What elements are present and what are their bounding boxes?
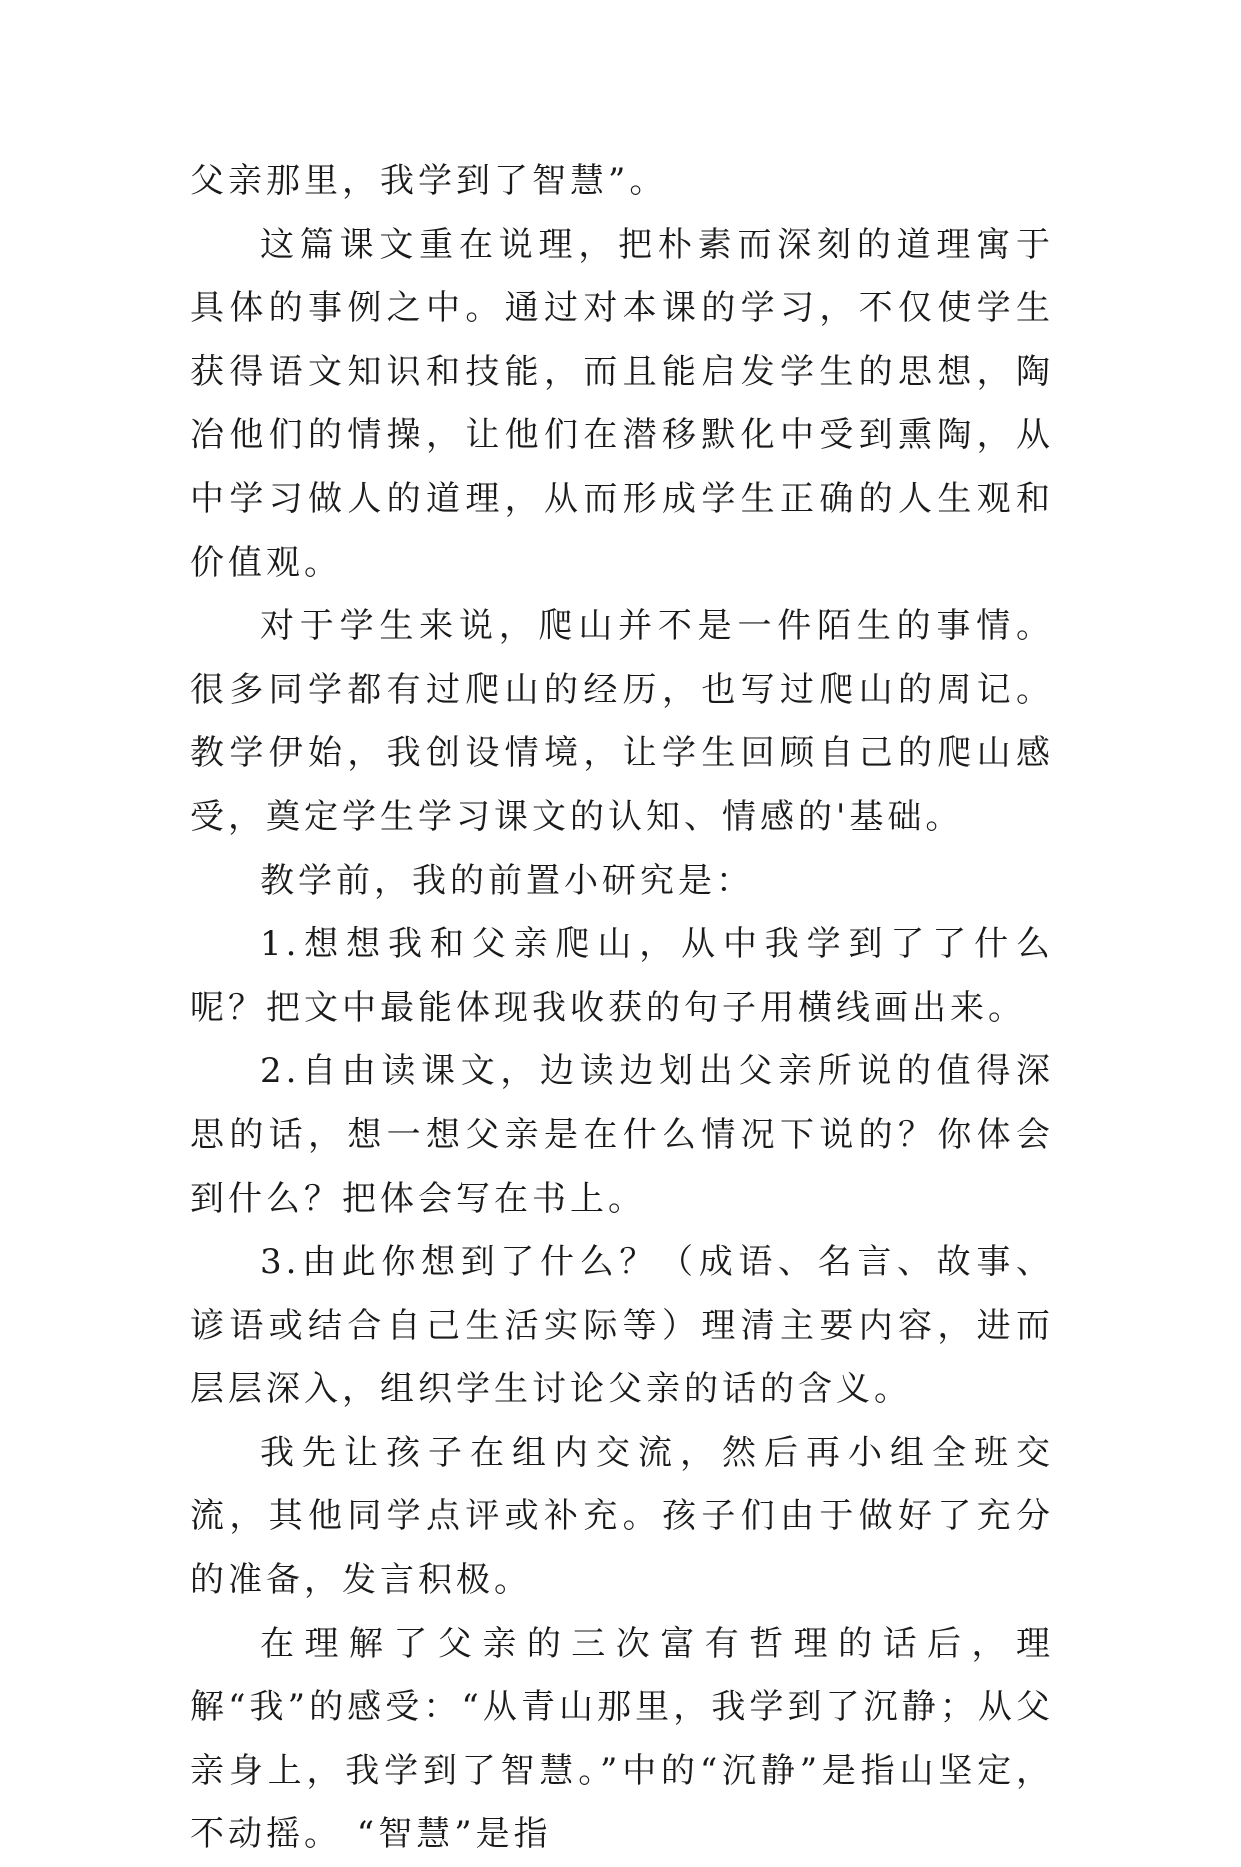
document-body (190, 150, 1054, 1867)
list-item-pre-study-2: 2.自由读课文，边读边划出父亲所说的值得深思的话，想一想父亲是在什么情况下说的？你体会到什么？把体会写在书上。 (190, 1051, 1054, 1219)
paragraph-student-experience: 对于学生来说，爬山并不是一件陌生的事情。很多同学都有过爬山的经历，也写过爬山的周记。教学伊始，我创设情境，让学生回顾自己的爬山感受，奠定学生学习课文的认知、情感的'基础。 (190, 606, 1054, 837)
paragraph-pre-study-intro: 教学前，我的前置小研究是： (260, 860, 754, 901)
list-item-pre-study-1: 1.想想我和父亲爬山，从中我学到了了什么呢？把文中最能体现我收获的句子用横线画出来。 (190, 924, 1054, 1028)
paragraph-father-words: 在理解了父亲的三次富有哲理的话后，理解“我”的感受：“从青山那里，我学到了沉静；从父亲身上，我学到了智慧。”中的“沉静”是指山坚定，不动摇。 “智慧”是指 (190, 1623, 1054, 1855)
paragraph-group-discussion: 我先让孩子在组内交流，然后再小组全班交流，其他同学点评或补充。孩子们由于做好了充分的准备，发言积极。 (190, 1432, 1054, 1601)
list-item-pre-study-3: 3.由此你想到了什么？（成语、名言、故事、谚语或结合自己生活实际等）理清主要内容，进而层层深入，组织学生讨论父亲的话的含义。 (190, 1242, 1054, 1410)
paragraph-lesson-purpose: 这篇课文重在说理，把朴素而深刻的道理寓于具体的事例之中。通过对本课的学习，不仅使学生获得语文知识和技能，而且能启发学生的思想，陶冶他们的情操，让他们在潜移默化中受到熏陶，从中学习做人的道理，从而形成学生正确的人生观和价值观。 (190, 224, 1054, 583)
paragraph-continuation: 父亲那里，我学到了智慧”。 (190, 161, 668, 201)
